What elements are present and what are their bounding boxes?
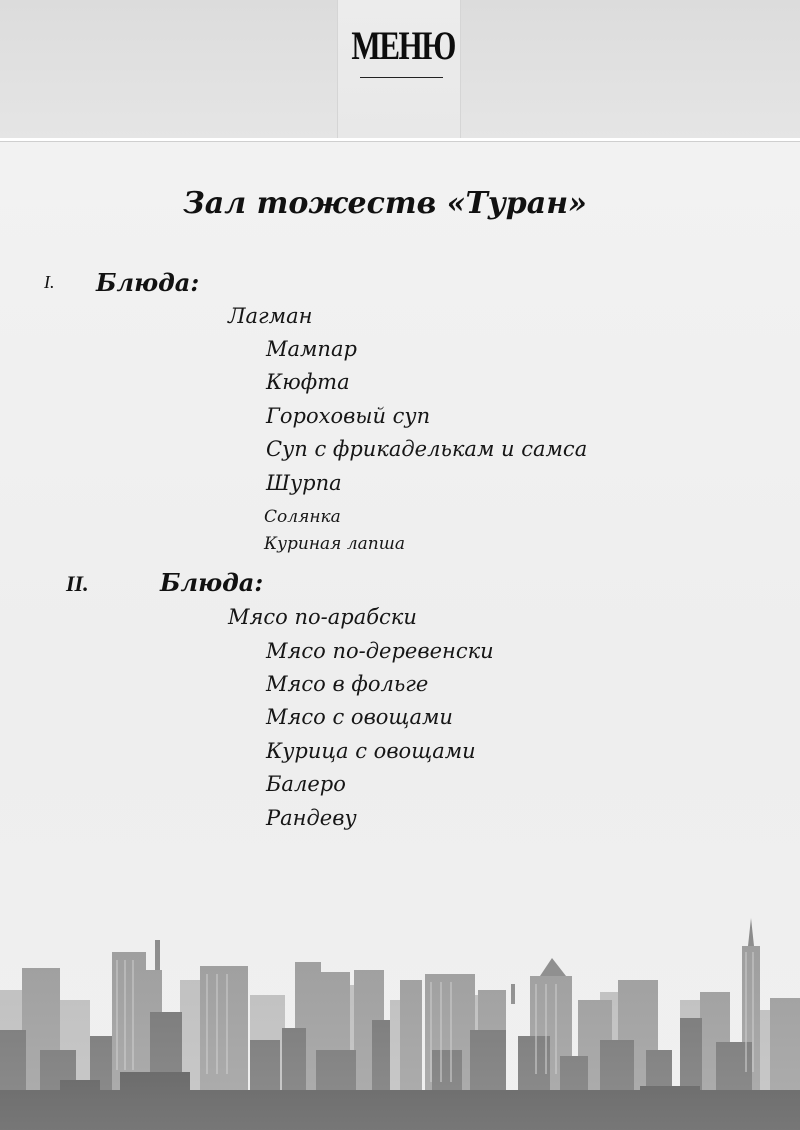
dish-item: Гороховый суп (266, 404, 431, 428)
dish-item: Курица с овощами (266, 739, 476, 763)
dish-item: Мясо в фольге (266, 672, 429, 696)
dish-item: Солянка (264, 507, 341, 527)
section-2-title: Блюда: (160, 568, 264, 597)
dish-item: Кюфта (266, 370, 350, 394)
dish-item: Суп с фрикаделькам и самса (266, 437, 588, 461)
dish-item: Куриная лапша (264, 534, 405, 554)
menu-title-underline (360, 77, 443, 78)
dish-item: Шурпа (266, 471, 342, 495)
dish-item: Мясо по-деревенски (266, 639, 494, 663)
dish-item: Мампар (266, 337, 357, 361)
dish-item: Балеро (266, 772, 346, 796)
dish-item: Мясо с овощами (266, 705, 453, 729)
hall-title: Зал тожеств «Туран» (183, 186, 587, 221)
section-1-title: Блюда: (96, 268, 200, 297)
city-skyline-image (0, 900, 800, 1130)
dish-item: Лагман (228, 304, 313, 328)
menu-title: МЕНЮ (351, 23, 455, 68)
dish-item: Рандеву (266, 806, 357, 830)
header-title-tab (338, 0, 460, 138)
section-2-number: II. (66, 571, 89, 596)
section-1-number: I. (44, 272, 55, 292)
dish-item: Мясо по-арабски (228, 605, 417, 629)
